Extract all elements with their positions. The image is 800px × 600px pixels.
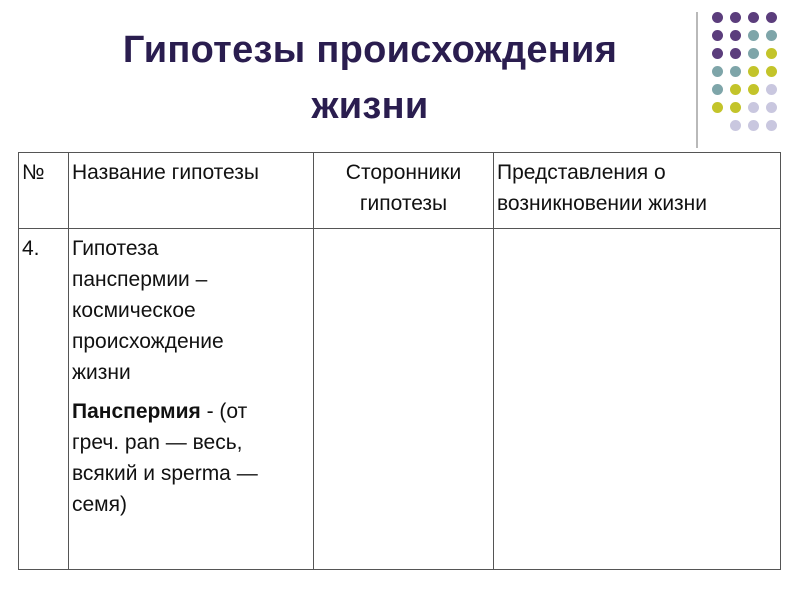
dot-icon xyxy=(730,120,741,131)
dot-icon xyxy=(712,48,723,59)
definition-line xyxy=(72,396,310,427)
name-line: космическое xyxy=(72,299,196,322)
dot-icon xyxy=(766,48,777,59)
hypotheses-table xyxy=(18,152,781,570)
dot-icon xyxy=(766,120,777,131)
title-line-1: Гипотезы происхождения xyxy=(122,29,618,71)
dot-icon xyxy=(712,66,723,77)
table-header-row xyxy=(19,153,781,229)
cell-number: 4. xyxy=(19,229,69,570)
definition-line: семя) xyxy=(72,493,127,516)
cell-supporters xyxy=(314,229,494,570)
cell-ideas xyxy=(494,229,781,570)
name-line: Гипотеза xyxy=(72,237,159,260)
dot-icon xyxy=(766,12,777,23)
definition-line: всякий и sperma — xyxy=(72,462,258,485)
dot-icon xyxy=(730,84,741,95)
dot-icon xyxy=(712,102,723,113)
decorative-dot-grid xyxy=(0,0,800,150)
term-panspermia: Панспермия xyxy=(72,400,201,423)
dot-icon xyxy=(730,102,741,113)
dot-icon xyxy=(730,48,741,59)
header-ideas: Представления о возникновении жизни xyxy=(494,153,781,229)
dot-icon xyxy=(766,30,777,41)
definition-part: - (от xyxy=(200,400,248,423)
definition-line: греч. pan — весь, xyxy=(72,431,243,454)
dot-icon xyxy=(748,30,759,41)
dot-icon xyxy=(766,66,777,77)
dot-icon xyxy=(748,66,759,77)
title-line-2: жизни xyxy=(311,85,429,127)
name-line: происхождение xyxy=(72,330,224,353)
dot-icon xyxy=(748,120,759,131)
dot-icon xyxy=(712,12,723,23)
header-hypothesis-name: Название гипотезы xyxy=(69,153,314,229)
name-line: панспермии – xyxy=(72,268,208,291)
table-row xyxy=(19,229,781,570)
dot-icon xyxy=(712,84,723,95)
header-supporters: Сторонники гипотезы xyxy=(314,153,494,229)
dot-icon xyxy=(766,102,777,113)
dot-icon xyxy=(748,12,759,23)
cell-hypothesis-name xyxy=(69,229,314,570)
dot-icon xyxy=(730,12,741,23)
dot-icon xyxy=(730,30,741,41)
dot-icon xyxy=(748,84,759,95)
header-number: № xyxy=(19,153,69,229)
dot-icon xyxy=(712,30,723,41)
dot-icon xyxy=(730,66,741,77)
dot-icon xyxy=(766,84,777,95)
dot-icon xyxy=(748,102,759,113)
name-line: жизни xyxy=(72,361,131,384)
dot-icon xyxy=(748,48,759,59)
